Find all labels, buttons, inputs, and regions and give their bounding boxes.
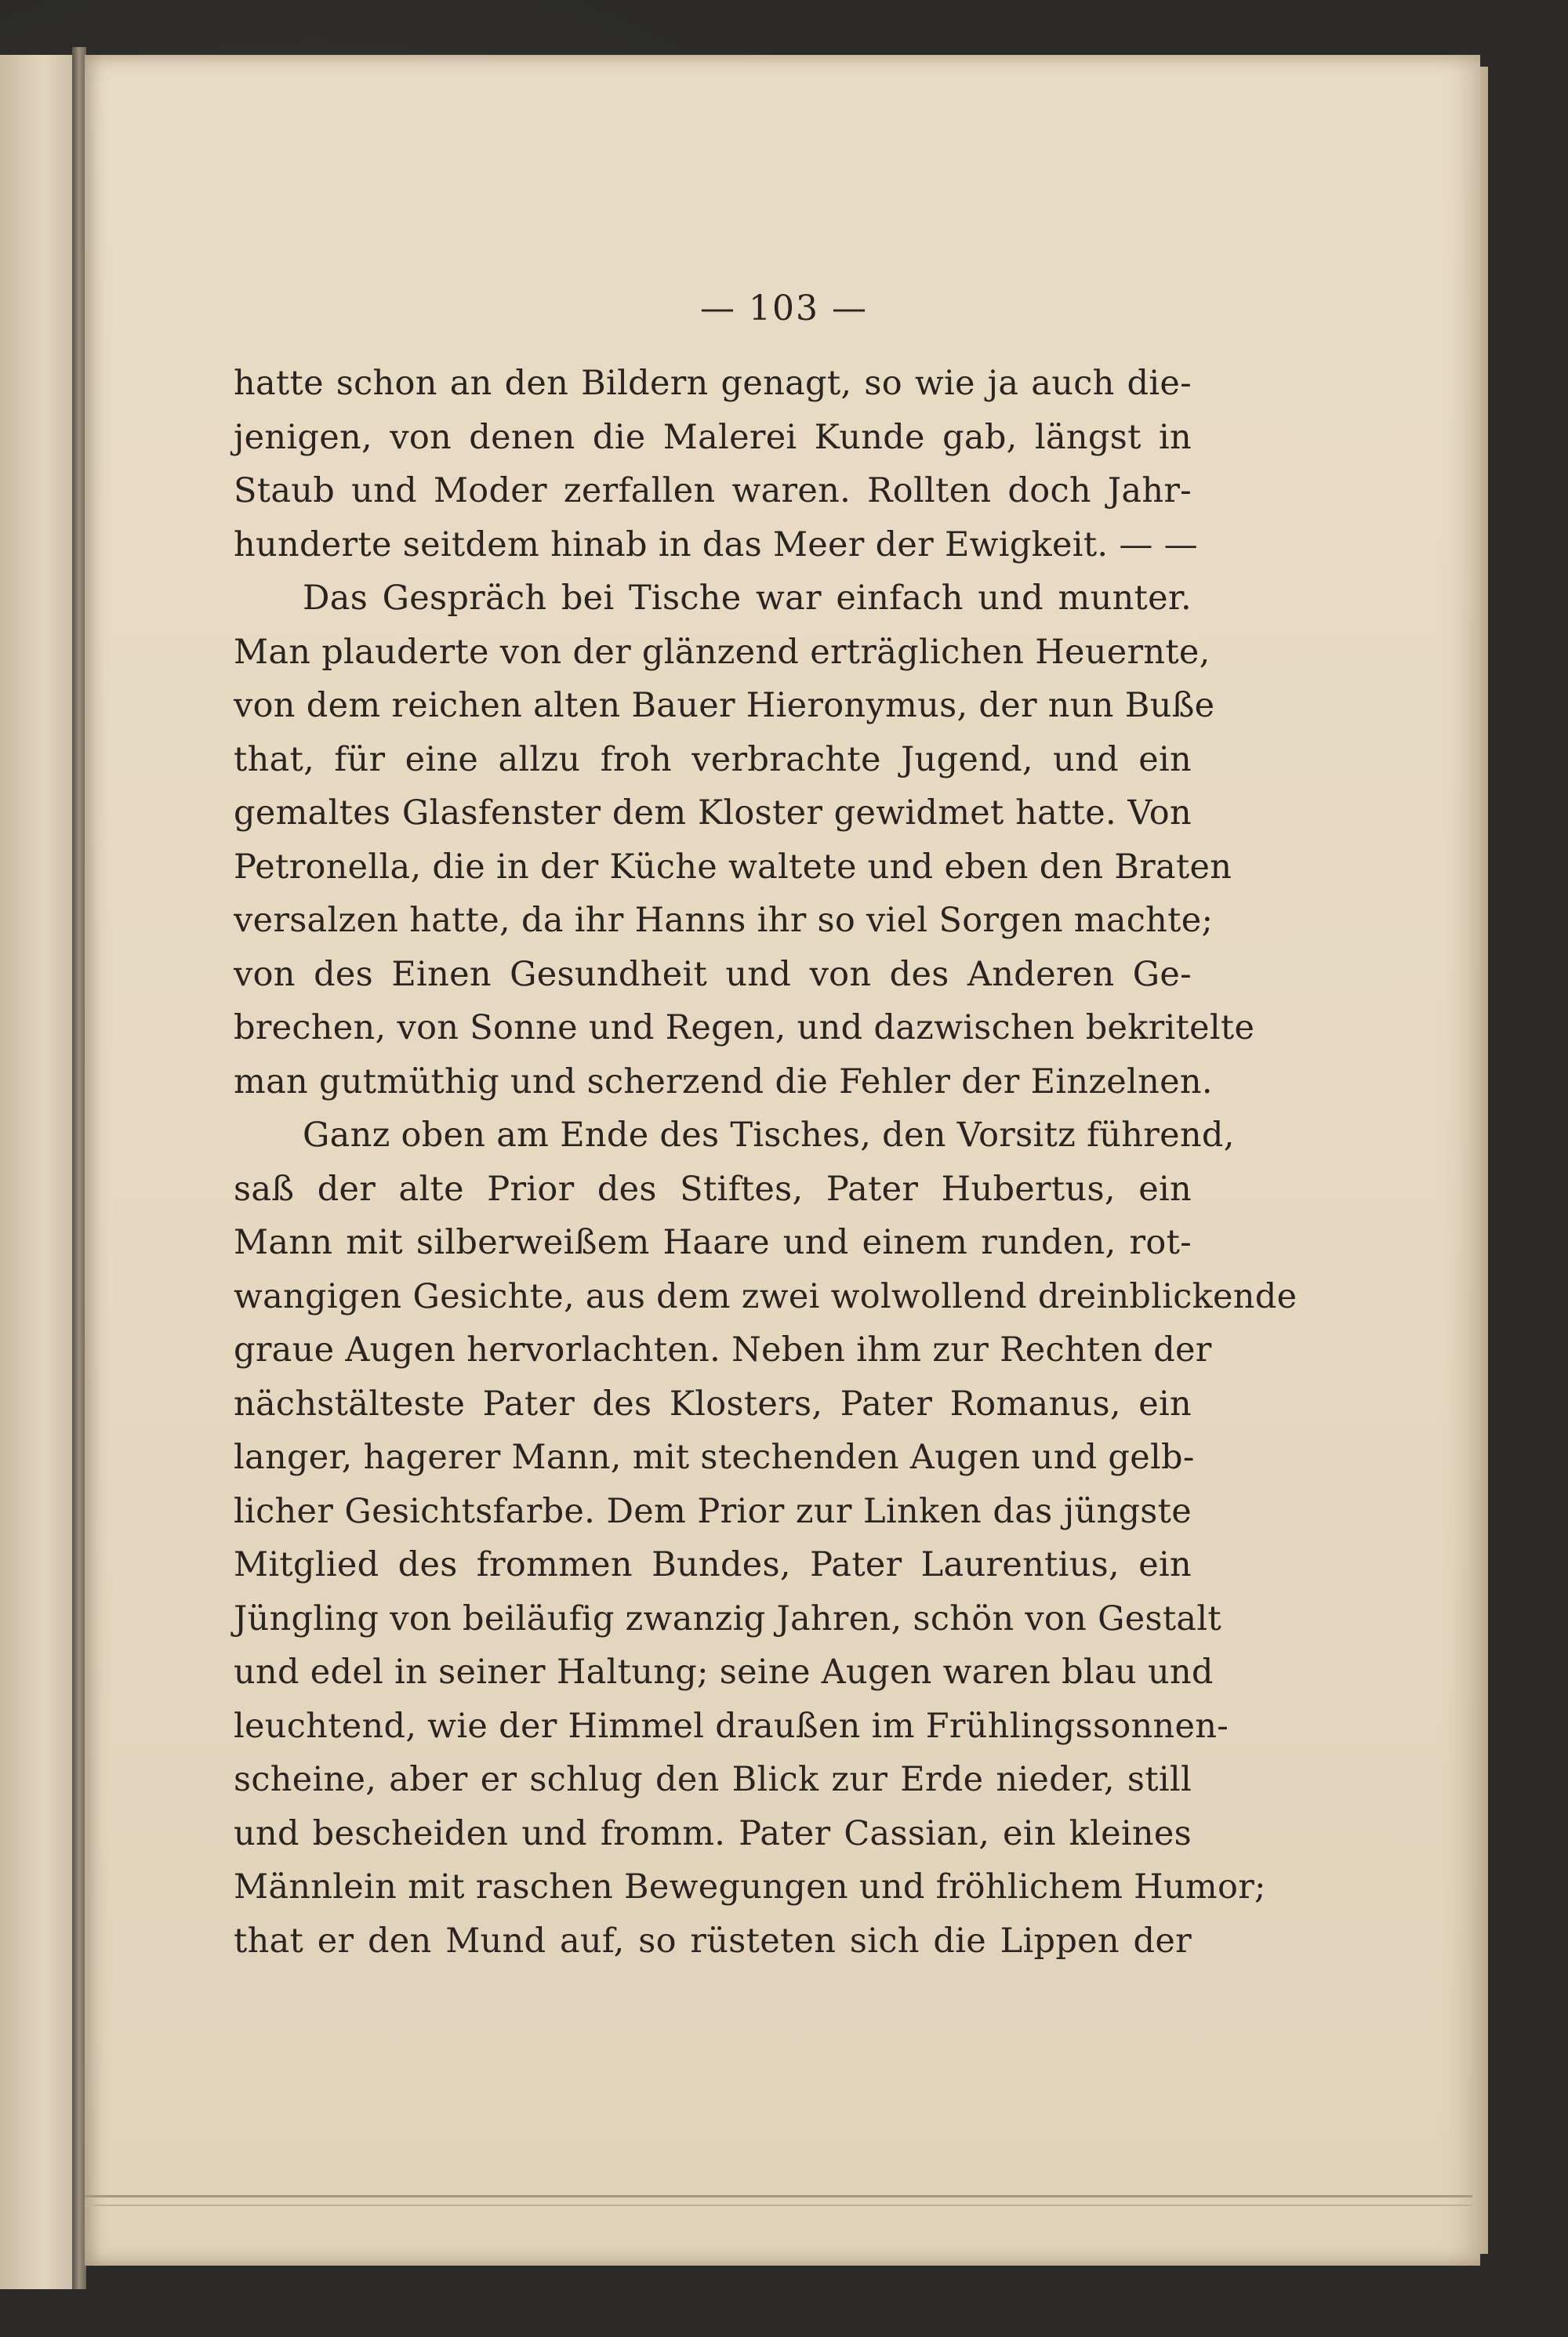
facing-page-edge [0,55,75,2289]
text-line: that er den Mund auf, so rüsteten sich die Lippen der [234,1921,1192,1961]
text-line: und edel in seiner Haltung; seine Augen waren blau und [234,1653,1214,1692]
text-line: saß der alte Prior des Stiftes, Pater Hubertus, ein [234,1169,1192,1209]
text-line: versalzen hatte, da ihr Hanns ihr so viel Sorgen machte; [234,901,1214,940]
page-bottom-rule [85,2195,1472,2197]
text-line: that, für eine allzu froh verbrachte Jugend, und ein [234,739,1192,779]
text-line: Man plauderte von der glänzend erträglichen Heuernte, [234,632,1210,672]
text-line: Das Gespräch bei Tische war einfach und munter. [303,579,1192,618]
text-line: Mann mit silberweißem Haare und einem runden, rot- [234,1223,1192,1262]
page-bottom-rule-secondary [85,2205,1472,2206]
page-number: — 103 — [700,288,868,328]
text-line: von des Einen Gesundheit und von des Anderen Ge- [234,954,1192,994]
text-line: Ganz oben am Ende des Tisches, den Vorsitz führend, [303,1116,1235,1155]
text-line: licher Gesichtsfarbe. Dem Prior zur Linken das jüngste [234,1491,1192,1531]
text-line: Mitglied des frommen Bundes, Pater Laurentius, ein [234,1545,1192,1584]
text-line: Petronella, die in der Küche waltete und eben den Braten [234,847,1232,887]
text-line: Jüngling von beiläufig zwanzig Jahren, schön von Gestalt [234,1599,1221,1638]
text-line: hunderte seitdem hinab in das Meer der Ewigkeit. — — [234,524,1198,564]
text-line: man gutmüthig und scherzend die Fehler der Einzelnen. [234,1061,1213,1101]
body-text [234,357,1298,1968]
text-line: von dem reichen alten Bauer Hieronymus, der nun Buße [234,686,1215,725]
text-line: langer, hagerer Mann, mit stechenden Augen und gelb- [234,1438,1195,1477]
text-line: hatte schon an den Bildern genagt, so wie ja auch die- [234,364,1192,403]
text-line: brechen, von Sonne und Regen, und dazwischen bekritelte [234,1008,1255,1047]
text-line: wangigen Gesichte, aus dem zwei wolwollend dreinblickende [234,1276,1298,1316]
text-line: graue Augen hervorlachten. Neben ihm zur Rechten der [234,1330,1212,1370]
text-line: scheine, aber er schlug den Blick zur Erde nieder, still [234,1760,1192,1799]
text-line: gemaltes Glasfenster dem Kloster gewidmet hatte. Von [234,793,1192,833]
text-line: jenigen, von denen die Malerei Kunde gab, längst in [234,417,1192,457]
text-line: Staub und Moder zerfallen waren. Rollten doch Jahr- [234,471,1192,510]
text-line: leuchtend, wie der Himmel draußen im Frühlingssonnen- [234,1706,1229,1746]
text-line: und bescheiden und fromm. Pater Cassian, ein kleines [234,1813,1192,1853]
text-line: Männlein mit raschen Bewegungen und fröhlichem Humor; [234,1867,1266,1907]
text-line: nächstälteste Pater des Klosters, Pater Romanus, ein [234,1384,1192,1424]
